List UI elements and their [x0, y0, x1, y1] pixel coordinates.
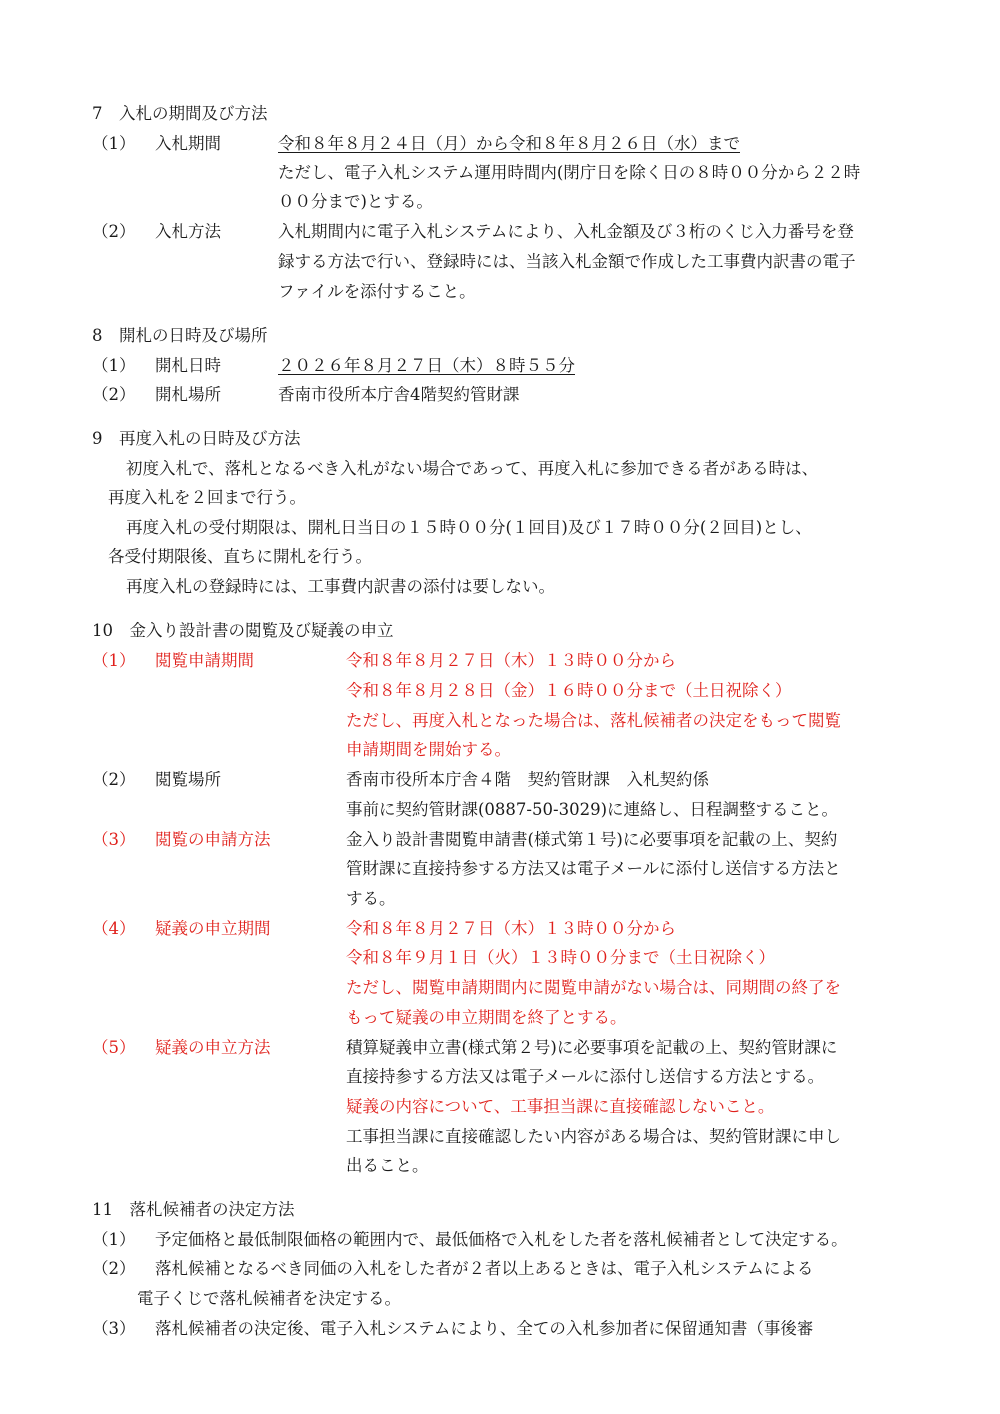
bid-period-dates: 令和８年８月２４日（月）から令和８年８月２６日（水）まで [278, 134, 740, 153]
item-text: ただし、電子入札システム運用時間内(閉庁日を除く日の８時００分から２２時 [278, 163, 861, 182]
item-text: ファイルを添付すること。 [278, 282, 476, 301]
paragraph: 再度入札の登録時には、工事費内訳書の添付は要しない。 [126, 577, 555, 596]
item-text: 電子くじで落札候補者を決定する。 [137, 1289, 401, 1308]
item-number: （1） [92, 356, 136, 375]
paragraph: 初度入札で、落札となるべき入札がない場合であって、再度入札に参加できる者がある時は、 [126, 459, 819, 478]
warning-text: 疑義の内容について、工事担当課に直接確認しないこと。 [346, 1097, 775, 1116]
item-text: 積算疑義申立書(様式第２号)に必要事項を記載の上、契約管財課に [346, 1038, 838, 1057]
item-text: 落札候補者の決定後、電子入札システムにより、全ての入札参加者に保留通知書（事後審 [155, 1319, 814, 1338]
item-number: （5） [92, 1038, 136, 1057]
item-number: （2） [92, 222, 136, 241]
item-label: 開札場所 [155, 385, 221, 404]
item-label: 疑義の申立期間 [155, 919, 271, 938]
item-label: 入札期間 [155, 134, 221, 153]
item-text: 入札期間内に電子入札システムにより、入札金額及び３桁のくじ入力番号を登 [278, 222, 854, 241]
item-label: 開札日時 [155, 356, 221, 375]
paragraph: 再度入札を２回まで行う。 [108, 488, 306, 507]
item-text: 申請期間を開始する。 [346, 740, 511, 759]
item-text: 落札候補となるべき同価の入札をした者が２者以上あるときは、電子入札システムによる [155, 1259, 814, 1278]
section-10-heading: 10 金入り設計書の閲覧及び疑義の申立 [92, 621, 394, 640]
item-label: 閲覧場所 [155, 770, 221, 789]
item-label: 入札方法 [155, 222, 221, 241]
item-text: ００分まで)とする。 [278, 192, 433, 211]
item-text: 令和８年８月２７日（木）１３時００分から [346, 919, 676, 938]
item-text: 令和８年８月２８日（金）１６時００分まで（土日祝除く） [346, 681, 792, 700]
item-label: 閲覧の申請方法 [155, 830, 271, 849]
item-number: （1） [92, 134, 136, 153]
section-7-heading: 7 入札の期間及び方法 [92, 104, 268, 123]
item-text: 管財課に直接持参する方法又は電子メールに添付し送信する方法と [346, 859, 841, 878]
item-text: 直接持参する方法又は電子メールに添付し送信する方法とする。 [346, 1067, 825, 1086]
item-number: （2） [92, 385, 136, 404]
item-text: 令和８年９月１日（火）１３時００分まで（土日祝除く） [346, 948, 775, 967]
item-text: ただし、再度入札となった場合は、落札候補者の決定をもって閲覧 [346, 711, 841, 730]
paragraph: 再度入札の受付期限は、開札日当日の１５時００分(１回目)及び１７時００分(２回目)とし、 [126, 518, 812, 537]
section-9-heading: 9 再度入札の日時及び方法 [92, 429, 301, 448]
item-text: ただし、閲覧申請期間内に閲覧申請がない場合は、同期間の終了を [346, 978, 841, 997]
paragraph: 各受付期限後、直ちに開札を行う。 [108, 547, 372, 566]
opening-datetime: ２０２６年８月２７日（木）８時５５分 [278, 356, 575, 375]
item-label: 疑義の申立方法 [155, 1038, 271, 1057]
item-text: 香南市役所本庁舎４階 契約管財課 入札契約係 [346, 770, 709, 789]
item-text: 予定価格と最低制限価格の範囲内で、最低価格で入札をした者を落札候補者として決定する。 [155, 1230, 848, 1249]
item-text: 出ること。 [346, 1156, 429, 1175]
item-text: 工事担当課に直接確認したい内容がある場合は、契約管財課に申し [346, 1127, 841, 1146]
item-text: もって疑義の申立期間を終了とする。 [346, 1008, 627, 1027]
item-number: （2） [92, 1259, 136, 1278]
section-11-heading: 11 落札候補者の決定方法 [92, 1200, 295, 1219]
item-text: 金入り設計書閲覧申請書(様式第１号)に必要事項を記載の上、契約 [346, 830, 838, 849]
item-label: 閲覧申請期間 [155, 651, 254, 670]
item-text: 令和８年８月２７日（木）１３時００分から [346, 651, 676, 670]
item-number: （4） [92, 919, 136, 938]
item-text: 香南市役所本庁舎4階契約管財課 [278, 385, 520, 404]
item-text: 事前に契約管財課(0887-50-3029)に連絡し、日程調整すること。 [346, 800, 839, 819]
item-number: （3） [92, 1319, 136, 1338]
item-text: 録する方法で行い、登録時には、当該入札金額で作成した工事費内訳書の電子 [278, 252, 856, 271]
item-number: （1） [92, 1230, 136, 1249]
item-number: （2） [92, 770, 136, 789]
item-number: （3） [92, 830, 136, 849]
item-number: （1） [92, 651, 136, 670]
section-8-heading: 8 開札の日時及び場所 [92, 326, 268, 345]
item-text: する。 [346, 889, 396, 908]
